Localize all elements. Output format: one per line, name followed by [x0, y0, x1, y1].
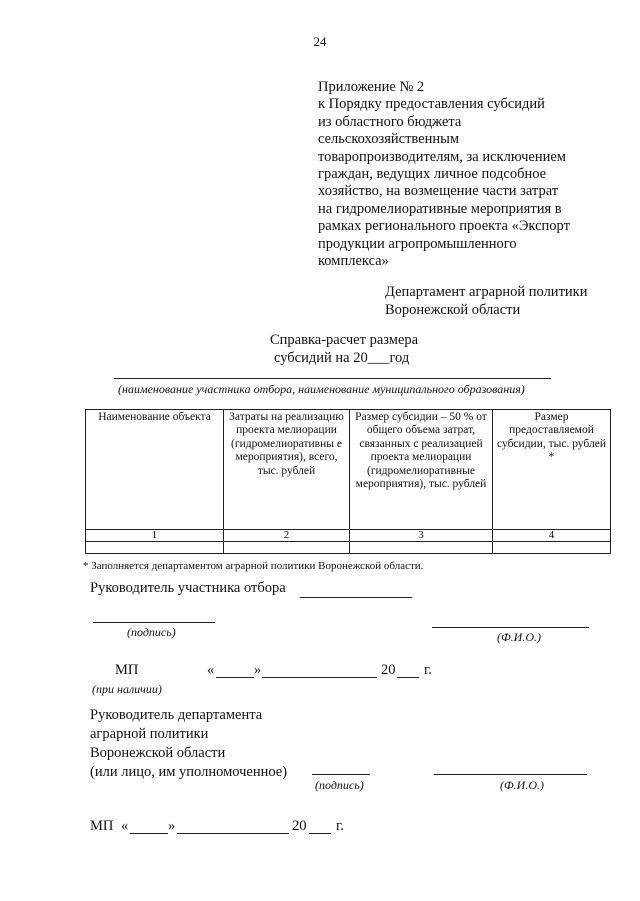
table-cell[interactable] [493, 542, 611, 554]
participant-signature-line [93, 622, 215, 623]
column-number: 2 [224, 530, 350, 542]
column-number: 4 [493, 530, 611, 542]
column-number: 3 [350, 530, 493, 542]
appendix-line: рамках регионального проекта «Экспорт [318, 218, 570, 235]
header-granted-subsidy: Размер предоставляемой субсидии, тыс. рублей * [493, 410, 611, 530]
title-line: Справка-расчет размера [270, 332, 419, 348]
footnote: * Заполняется департаментом аграрной политики Воронежской области. [83, 560, 424, 572]
department-date-close-quote: » [168, 818, 176, 834]
table-header-row [86, 410, 611, 530]
department-head-line: (или лицо, им уполномоченное) [90, 764, 288, 780]
department-year-suffix: г. [336, 818, 344, 834]
column-number: 1 [86, 530, 224, 542]
appendix-header [318, 79, 618, 270]
participant-year-suffix: г. [424, 662, 432, 678]
participant-name-line [114, 378, 551, 379]
department-name-signature-line [434, 774, 587, 775]
appendix-line: на гидромелиоративные мероприятия в [318, 200, 562, 217]
department-head-block [90, 706, 287, 782]
header-object-name: Наименование объекта [86, 410, 224, 530]
participant-month-line[interactable] [262, 677, 377, 678]
department-block [385, 283, 587, 319]
participant-date-close-quote: » [254, 662, 262, 678]
participant-date-open-quote: « [207, 662, 215, 678]
calculation-table [85, 409, 611, 554]
participant-day-line[interactable] [216, 677, 254, 678]
appendix-line: из областного бюджета [318, 113, 462, 130]
appendix-line: комплекса» [318, 253, 389, 270]
header-total-costs: Затраты на реализацию проекта мелиорации (гидромелиоративны е мероприятия), всего, тыс. рублей [224, 410, 350, 530]
department-region: Воронежской области [385, 302, 521, 318]
participant-signature-caption: (подпись) [127, 625, 176, 639]
department-name: Департамент аграрной политики [385, 284, 588, 300]
participant-head-label: Руководитель участника отбора [90, 580, 286, 596]
department-signature-line [312, 774, 370, 775]
document-title [270, 331, 418, 367]
appendix-line: к Порядку предоставления субсидий [318, 96, 545, 113]
department-stamp-label: МП [90, 818, 114, 834]
department-year-prefix: 20 [292, 818, 307, 834]
header-subsidy-size: Размер субсидии – 50 % от общего объема затрат, связанных с реализацией проекта мелиорации (гидромелиоративные мероприятия), тыс. рублей [350, 410, 493, 530]
department-name-caption: (Ф.И.О.) [500, 778, 544, 792]
table-cell[interactable] [350, 542, 493, 554]
participant-caption: (наименование участника отбора, наименование муниципального образования) [118, 382, 525, 396]
appendix-line: сельскохозяйственным [318, 131, 460, 148]
table-cell[interactable] [86, 542, 224, 554]
title-year-line: субсидий на 20___год [274, 350, 410, 366]
table-row [86, 542, 611, 554]
participant-stamp-label: МП [115, 662, 139, 678]
table-cell[interactable] [224, 542, 350, 554]
page-number: 24 [313, 34, 327, 49]
department-head-line: аграрной политики [90, 726, 209, 742]
table-number-row [86, 530, 611, 542]
appendix-line: продукции агропромышленного [318, 235, 517, 252]
department-head-line: Воронежской области [90, 745, 226, 761]
appendix-line: хозяйство, на возмещение части затрат [318, 183, 559, 200]
department-date-open-quote: « [121, 818, 129, 834]
department-day-line[interactable] [130, 833, 168, 834]
participant-year-line[interactable] [397, 677, 419, 678]
participant-stamp-caption: (при наличии) [92, 682, 162, 696]
participant-year-prefix: 20 [381, 662, 396, 678]
participant-name-caption: (Ф.И.О.) [497, 630, 541, 644]
appendix-line: граждан, ведущих личное подсобное [318, 166, 547, 183]
appendix-line: товаропроизводителям, за исключением [318, 148, 566, 165]
department-year-line[interactable] [309, 833, 331, 834]
department-head-line: Руководитель департамента [90, 707, 263, 723]
appendix-line: Приложение № 2 [318, 79, 425, 95]
participant-name-signature-line [432, 627, 589, 628]
participant-head-line [300, 597, 412, 598]
department-signature-caption: (подпись) [315, 778, 364, 792]
department-month-line[interactable] [177, 833, 289, 834]
